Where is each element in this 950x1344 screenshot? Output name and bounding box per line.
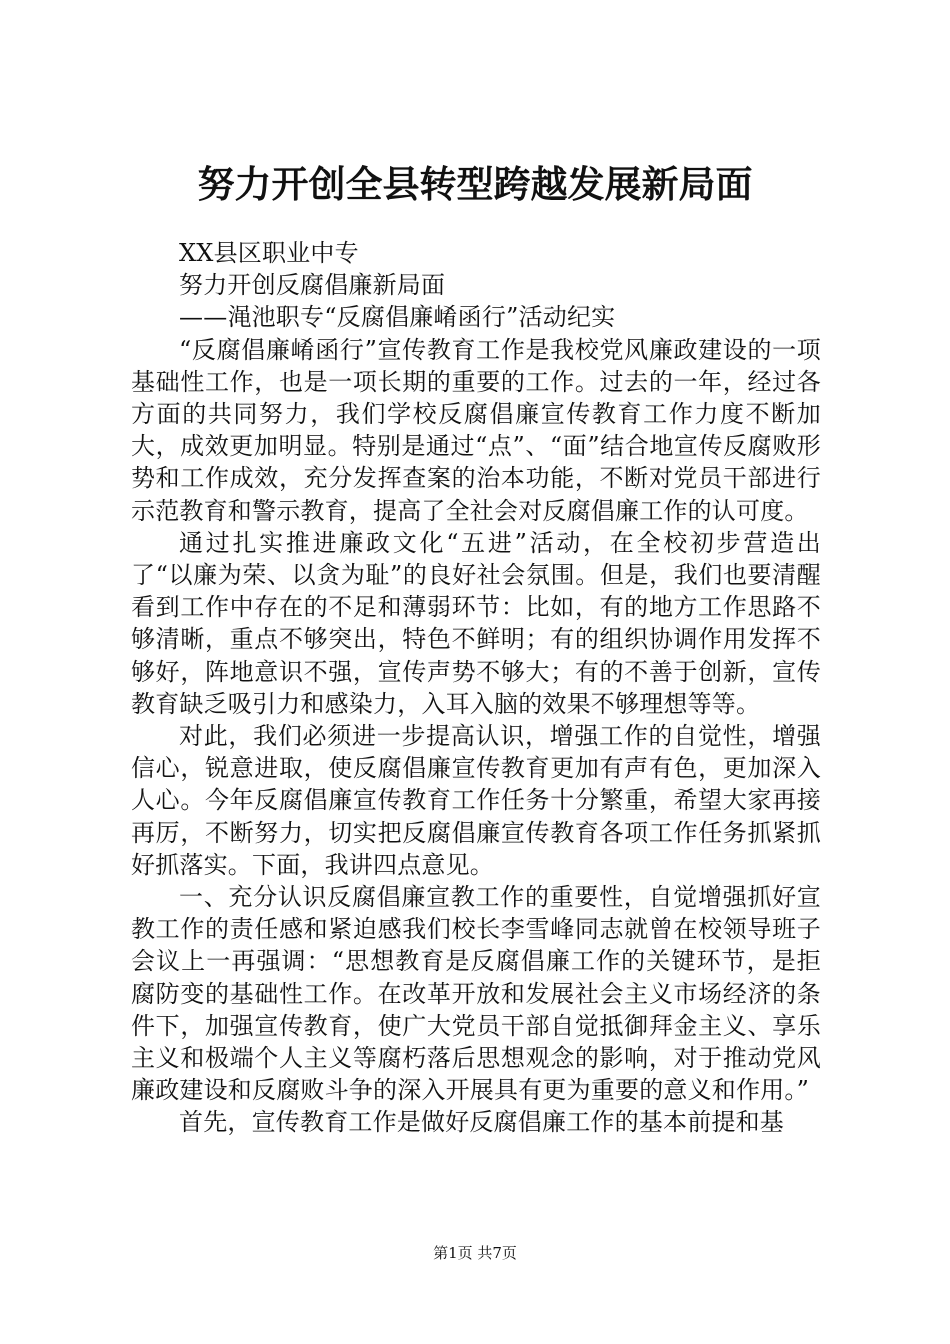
paragraph: 通过扎实推进廉政文化“五进”活动，在全校初步营造出了“以廉为荣、以贪为耻”的良好社会氛围。但是，我们也要清醒看到工作中存在的不足和薄弱环节：比如，有的地方工作思路不够清晰，重点不够突出，特色不鲜明；有的组织协调作用发挥不够好，阵地意识不强，宣传声势不够大；有的不善于创新，宣传教育缺乏吸引力和感染力，入耳入脑的效果不够理想等等。 (131, 528, 821, 718)
subhead-subtitle: ——渑池职专“反腐倡廉崤函行”活动纪实 (179, 303, 616, 332)
paragraph: 对此，我们必须进一步提高认识，增强工作的自觉性，增强信心，锐意进取，使反腐倡廉宣传教育更加有声有色，更加深入人心。今年反腐倡廉宣传教育工作任务十分繁重，希望大家再接再厉，不断努力，切实把反腐倡廉宣传教育各项工作任务抓紧抓好抓落实。下面，我讲四点意见。 (131, 722, 821, 879)
paragraph: 一、充分认识反腐倡廉宣教工作的重要性，自觉增强抓好宣教工作的责任感和紧迫感我们校长李雪峰同志就曾在校领导班子会议上一再强调：“思想教育是反腐倡廉工作的关键环节，是拒腐防变的基础性工作。在改革开放和发展社会主义市场经济的条件下，加强宣传教育，使广大党员干部自觉抵御拜金主义、享乐主义和极端个人主义等腐朽落后思想观念的影响，对于推动党风廉政建设和反腐败斗争的深入开展具有更为重要的意义和作用。” (131, 883, 821, 1105)
paragraph: “反腐倡廉崤函行”宣传教育工作是我校党风廉政建设的一项基础性工作，也是一项长期的重要的工作。过去的一年，经过各方面的共同努力，我们学校反腐倡廉宣传教育工作力度不断加大，成效更加明显。特别是通过“点”、“面”结合地宣传反腐败形势和工作成效，充分发挥查案的治本功能，不断对党员干部进行示范教育和警示教育，提高了全社会对反腐倡廉工作的认可度。 (131, 335, 821, 525)
subhead-school: XX县区职业中专 (179, 239, 359, 267)
document-title: 努力开创全县转型跨越发展新局面 (197, 162, 753, 206)
subhead-heading: 努力开创反腐倡廉新局面 (179, 271, 446, 300)
document-body (131, 237, 821, 1139)
paragraph: 首先，宣传教育工作是做好反腐倡廉工作的基本前提和基 (179, 1108, 784, 1137)
page-number: 第1页 共7页 (433, 1244, 517, 1262)
